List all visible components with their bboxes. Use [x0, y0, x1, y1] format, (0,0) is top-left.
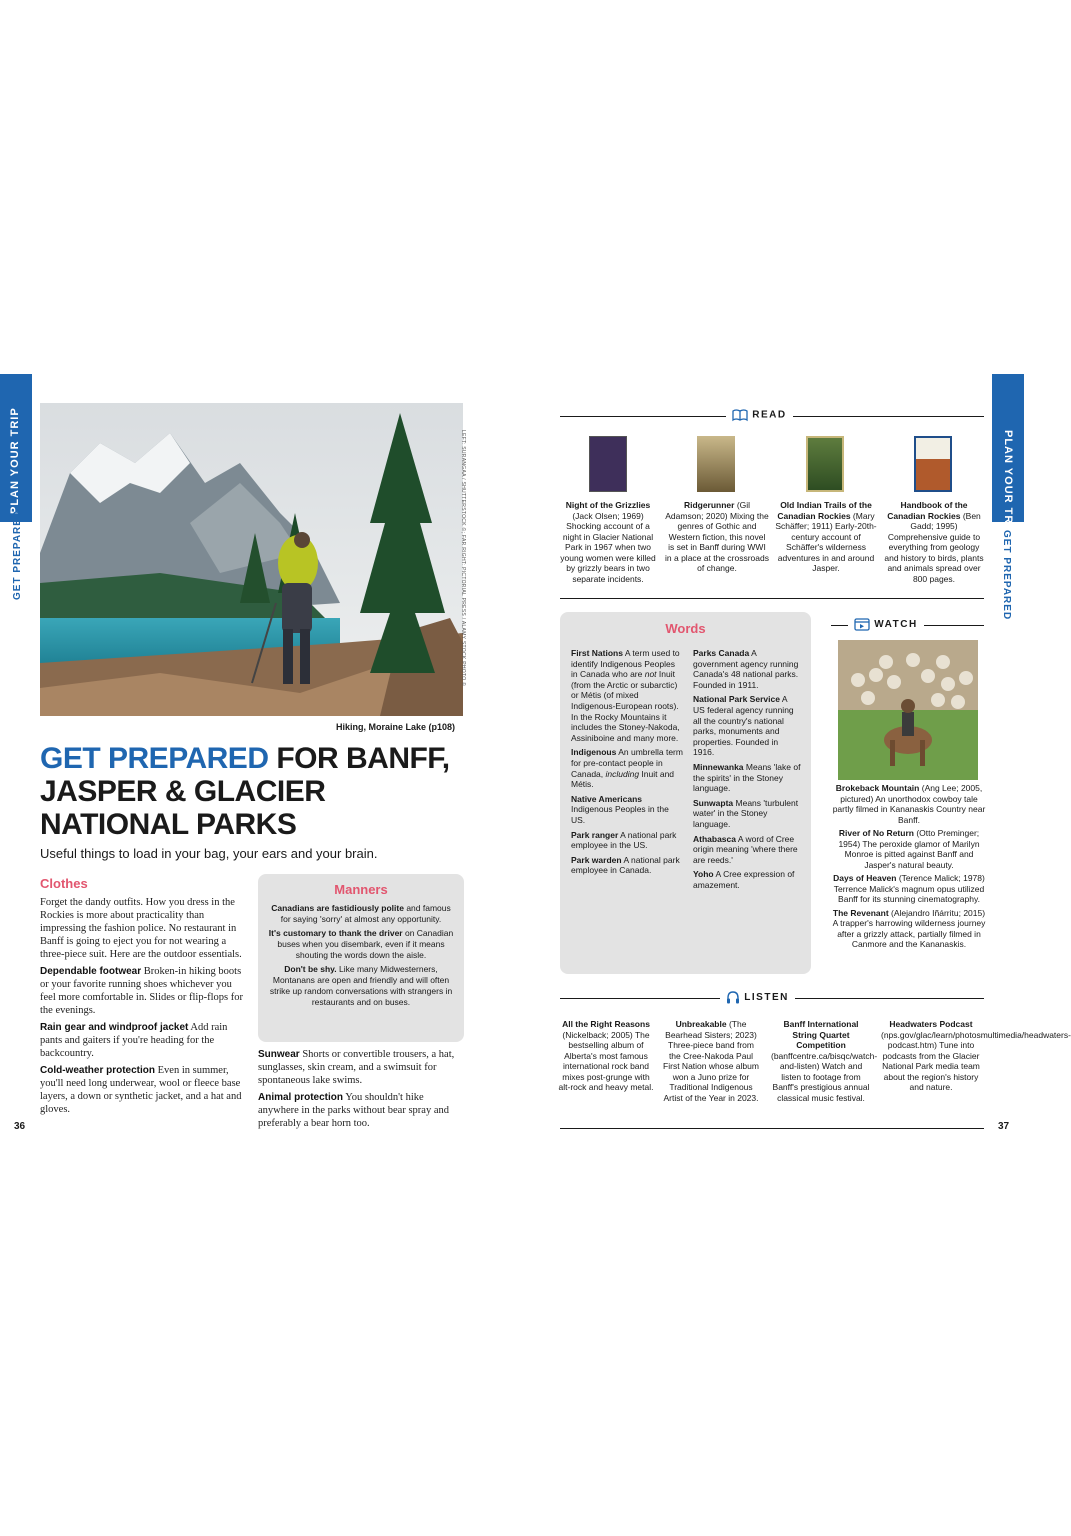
- read-heading: READ: [752, 409, 787, 421]
- clothes-item: Sunwear Shorts or convertible trousers, a hat, sunglasses, skin cream, and a swimsuit for spontaneous lake swims.: [258, 1049, 455, 1086]
- watch-entry: Days of Heaven (Terence Malick; 1978) Terrence Malick's magnum opus utilized Banff for its stunning cinematography.: [833, 873, 985, 904]
- word-entry: Athabasca A word of Cree origin meaning 'where there are reeds.': [693, 833, 798, 865]
- title-rest: FOR BANFF, JASPER & GLACIER NATIONAL PARKS: [40, 742, 450, 841]
- page-number-right: 37: [998, 1121, 1010, 1132]
- word-entry: First Nations A term used to identify Indigenous Peoples in Canada who are not Inuit (from the Arctic or subarctic) or Métis (of mixed Indigenous-European roots). In the Rocky Mountains it includes the Stoney-Nakoda, Assiniboine and many more.: [571, 648, 680, 743]
- clothes-intro: Forget the dandy outfits. How you dress in the Rockies is more about practicality than impressing the fashion police. No restaurant in Banff is going to eject you for not wearing a three-piece suit. Here are the outdoor essentials.: [40, 897, 242, 960]
- manners-text: [258, 897, 464, 1008]
- word-entry: Parks Canada A government agency running Canada's 48 national parks. Founded in 1911.: [693, 648, 799, 690]
- clothes-item: Animal protection You shouldn't hike anywhere in the parks without bear spray and preferably a bear horn too.: [258, 1092, 449, 1129]
- watch-header: [848, 618, 924, 631]
- clothes-heading: Clothes: [40, 876, 88, 891]
- read-header: [726, 409, 793, 421]
- photo-caption: Hiking, Moraine Lake (p108): [335, 722, 455, 732]
- word-entry: Native Americans Indigenous Peoples in the US.: [571, 793, 669, 825]
- book-icon: [732, 409, 748, 421]
- clothes-column-1: [40, 896, 244, 1120]
- side-section-label: GET PREPARED: [12, 509, 23, 600]
- words-column-2: [693, 648, 801, 894]
- clothes-column-2: [258, 1048, 464, 1134]
- listen-bottom-rule: [560, 1128, 984, 1129]
- listen-entry: All the Right Reasons (Nickelback; 2005) The bestselling album of Alberta's most famous international rock band mixes post-grunge with alt-rock and heavy metal.: [558, 1019, 654, 1092]
- page-subtitle: Useful things to load in your bag, your ears and your brain.: [40, 846, 378, 861]
- video-icon: [854, 618, 870, 631]
- side-tab-label: PLAN YOUR TRIP: [9, 407, 21, 514]
- listen-header: [720, 991, 795, 1004]
- book-entry: Handbook of the Canadian Rockies (Ben Gadd; 1995) Comprehensive guide to everything from geology and history to birds, plants and animals spread over 800 pages.: [884, 500, 984, 584]
- listen-entry: Banff International String Quartet Competition (banffcentre.ca/bisqc/watch-and-listen) Watch and listen to footage from Banff's prestigious annual classical music festival.: [771, 1019, 878, 1103]
- word-entry: Park warden A national park employee in Canada.: [571, 854, 680, 876]
- word-entry: Sunwapta Means 'turbulent water' in the Stoney language.: [693, 797, 799, 829]
- book-cover: [589, 436, 627, 492]
- words-box: [560, 612, 811, 974]
- book-entry: Ridgerunner (Gil Adamson; 2020) Mixing the genres of Gothic and Western fiction, this novel is set in Banff during WWI in a place at the crossroads of change.: [665, 500, 769, 573]
- word-entry: National Park Service A US federal agency running all the country's national parks, monuments and properties. Founded in 1916.: [693, 694, 794, 758]
- words-column-1: [571, 648, 683, 880]
- headphones-icon: [726, 991, 740, 1004]
- clothes-item: Dependable footwear Broken-in hiking boots or your favorite running shoes whichever you feel more comfortable in. Slides or flip-flops for the evenings.: [40, 966, 243, 1016]
- watch-entry: River of No Return (Otto Preminger; 1954) The peroxide glamor of Marilyn Monroe is pitted against Banff and Jasper's natural beauty.: [838, 828, 980, 870]
- side-tab-label-right: PLAN YOUR TRIP: [1002, 430, 1014, 537]
- photo-credit: LEFT: SURANGAA / SHUTTERSTOCK ©; FAR RIGHT: PICTORIAL PRESS / ALAMY STOCK PHOTO ©: [460, 430, 466, 687]
- manners-item: Don't be shy. Like many Midwesterners, Montanans are open and friendly and will often strike up random conversations with strangers in restaurants and on buses.: [269, 964, 453, 1007]
- side-section-label-right: GET PREPARED: [1001, 530, 1012, 621]
- side-tab-left: [0, 374, 32, 522]
- book-cover: [914, 436, 952, 492]
- watch-list: [830, 783, 988, 953]
- word-entry: Minnewanka Means 'lake of the spirits' in the Stoney language.: [693, 761, 801, 794]
- book-entry: Night of the Grizzlies (Jack Olsen; 1969) Shocking account of a night in Glacier National Park in 1967 when two young women were killed by grizzly bears in two separate incidents.: [560, 500, 656, 584]
- clothes-item: Cold-weather protection Even in summer, you'll need long underwear, wool or fleece base layers, a down or synthetic jacket, and a hat and gloves.: [40, 1065, 242, 1115]
- title-highlight: GET PREPARED: [40, 742, 269, 775]
- word-entry: Yoho A Cree expression of amazement.: [693, 869, 795, 890]
- side-tab-right: [992, 374, 1024, 537]
- hero-photo: [40, 403, 463, 716]
- watch-film-still: [838, 640, 978, 780]
- listen-entry: Unbreakable (The Bearhead Sisters; 2023) Three-piece band from the Cree-Nakoda Paul First Nation whose album won a Juno prize for Traditional Indigenous Artist of the Year in 2023.: [663, 1019, 759, 1103]
- read-bottom-rule: [560, 598, 984, 599]
- manners-item: It's customary to thank the driver on Canadian buses when you disembark, even if it means shouting the words down the aisle.: [268, 928, 454, 960]
- watch-entry: Brokeback Mountain (Ang Lee; 2005, pictured) An unorthodox cowboy tale partly filmed in Kananaskis Country near Banff.: [832, 783, 986, 825]
- listen-entry: Headwaters Podcast (nps.gov/glac/learn/photosmultimedia/headwaters-podcast.htm) Tune into podcasts from the Glacier National Park media team about the region's history and nature.: [881, 1019, 1071, 1092]
- word-entry: Park ranger A national park employee in the US.: [571, 829, 677, 851]
- page-number-left: 36: [14, 1121, 26, 1132]
- book-entry: Old Indian Trails of the Canadian Rockies (Mary Schäffer; 1911) Early-20th-century account of Schäffer's wilderness adventures in and around Jasper.: [775, 500, 877, 573]
- clothes-item: Rain gear and windproof jacket Add rain pants and gaiters if you're heading for the backcountry.: [40, 1022, 228, 1059]
- manners-item: Canadians are fastidiously polite and famous for saying 'sorry' at almost any opportunity.: [271, 903, 451, 924]
- watch-heading: WATCH: [874, 619, 918, 631]
- page-title: [40, 742, 470, 841]
- manners-box: [258, 874, 464, 1042]
- listen-heading: LISTEN: [744, 992, 789, 1004]
- manners-heading: Manners: [334, 882, 388, 897]
- word-entry: Indigenous An umbrella term for pre-contact people in Canada, including Inuit and Métis.: [571, 747, 683, 790]
- book-cover: [697, 436, 735, 492]
- book-cover: [806, 436, 844, 492]
- watch-entry: The Revenant (Alejandro Iñárritu; 2015) A trapper's harrowing wilderness journey after a grizzly attack, partially filmed in Canmore and the Kananaskis.: [832, 907, 986, 949]
- words-heading: Words: [665, 621, 706, 636]
